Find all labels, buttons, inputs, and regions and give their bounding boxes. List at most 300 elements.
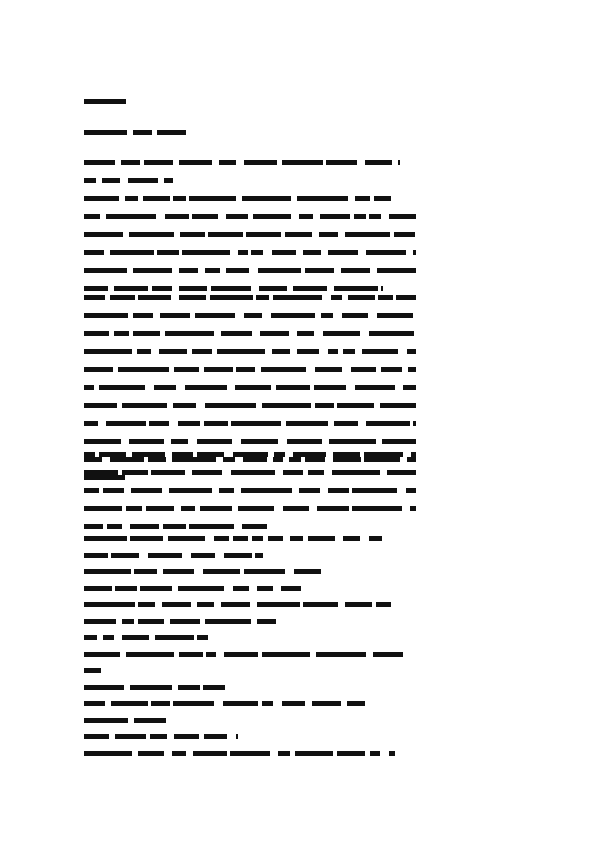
para2-line <box>84 457 416 462</box>
text-word-mark <box>150 734 167 739</box>
para2-line <box>84 439 416 444</box>
text-word-mark <box>334 421 358 426</box>
text-word-mark <box>287 439 322 444</box>
text-word-mark <box>84 367 113 372</box>
text-word-mark <box>138 295 171 300</box>
list-line <box>84 685 225 690</box>
text-word-mark <box>315 367 342 372</box>
text-word-mark <box>382 439 416 444</box>
text-word-mark <box>333 452 360 457</box>
text-word-mark <box>366 250 406 255</box>
text-word-mark <box>106 421 146 426</box>
text-word-mark <box>99 452 126 457</box>
text-word-mark <box>295 751 333 756</box>
para2-line <box>84 421 416 426</box>
text-word-mark <box>251 250 263 255</box>
text-word-mark <box>84 734 109 739</box>
text-word-mark <box>122 470 148 475</box>
text-word-mark <box>317 506 349 511</box>
list-line <box>84 635 208 640</box>
text-word-mark <box>252 536 263 541</box>
list-line <box>84 701 365 706</box>
text-word-mark <box>273 457 283 462</box>
list-line <box>84 734 237 739</box>
text-word-mark <box>413 250 416 255</box>
text-word-mark <box>381 286 383 291</box>
list-line <box>84 569 327 574</box>
text-word-mark <box>389 751 395 756</box>
text-word-mark <box>410 506 416 511</box>
text-word-mark <box>197 452 224 457</box>
text-word-mark <box>299 488 320 493</box>
text-word-mark <box>189 196 236 201</box>
text-word-mark <box>162 602 191 607</box>
text-word-mark <box>148 553 182 558</box>
text-word-mark <box>200 506 232 511</box>
text-word-mark <box>134 569 157 574</box>
text-word-mark <box>366 421 410 426</box>
text-word-mark <box>223 457 235 462</box>
text-word-mark <box>173 701 214 706</box>
text-word-mark <box>345 232 390 237</box>
text-word-mark <box>163 524 186 529</box>
text-word-mark <box>172 452 193 457</box>
text-word-mark <box>151 701 170 706</box>
text-word-mark <box>369 214 381 219</box>
text-word-mark <box>328 488 349 493</box>
text-word-mark <box>219 488 234 493</box>
text-word-mark <box>133 331 160 336</box>
text-word-mark <box>273 295 322 300</box>
para1-line <box>84 250 416 255</box>
text-word-mark <box>230 751 270 756</box>
text-word-mark <box>262 701 273 706</box>
text-word-mark <box>84 452 95 457</box>
text-word-mark <box>283 470 303 475</box>
text-word-mark <box>133 130 152 135</box>
text-word-mark <box>84 586 112 591</box>
text-word-mark <box>285 232 312 237</box>
text-word-mark <box>413 421 416 426</box>
text-word-mark <box>106 214 156 219</box>
text-word-mark <box>197 439 232 444</box>
text-word-mark <box>118 367 169 372</box>
text-word-mark <box>84 506 122 511</box>
text-word-mark <box>84 286 108 291</box>
text-word-mark <box>182 250 230 255</box>
text-word-mark <box>329 439 376 444</box>
text-word-mark <box>312 701 341 706</box>
text-word-mark <box>149 421 169 426</box>
text-word-mark <box>257 586 273 591</box>
text-word-mark <box>364 452 403 457</box>
text-word-mark <box>84 569 131 574</box>
text-word-mark <box>179 295 206 300</box>
text-word-mark <box>133 313 153 318</box>
text-word-mark <box>168 536 205 541</box>
text-word-mark <box>84 488 99 493</box>
text-word-mark <box>129 439 164 444</box>
text-word-mark <box>262 403 311 408</box>
text-word-mark <box>282 701 305 706</box>
text-word-mark <box>189 524 234 529</box>
text-word-mark <box>362 349 398 354</box>
text-word-mark <box>236 367 255 372</box>
text-word-mark <box>369 536 382 541</box>
text-word-mark <box>181 506 195 511</box>
text-word-mark <box>262 652 310 657</box>
text-word-mark <box>331 295 342 300</box>
text-word-mark <box>84 232 123 237</box>
para2-line <box>84 385 416 390</box>
text-word-mark <box>221 331 252 336</box>
text-word-mark <box>110 295 135 300</box>
text-word-mark <box>110 457 144 462</box>
text-word-mark <box>114 286 148 291</box>
text-word-mark <box>84 536 127 541</box>
text-word-mark <box>297 349 319 354</box>
text-word-mark <box>152 286 172 291</box>
text-word-mark <box>172 457 216 462</box>
para1-line <box>84 232 416 237</box>
text-word-mark <box>173 196 186 201</box>
text-word-mark <box>268 536 283 541</box>
text-word-mark <box>316 652 366 657</box>
text-word-mark <box>323 331 360 336</box>
text-word-mark <box>84 331 109 336</box>
text-word-mark <box>348 295 375 300</box>
text-word-mark <box>233 586 249 591</box>
text-word-mark <box>179 652 203 657</box>
text-word-mark <box>178 685 200 690</box>
text-word-mark <box>244 313 262 318</box>
text-word-mark <box>137 349 151 354</box>
text-word-mark <box>377 313 413 318</box>
text-word-mark <box>84 349 132 354</box>
para2-line <box>84 475 131 480</box>
text-word-mark <box>303 602 338 607</box>
text-word-mark <box>233 452 268 457</box>
text-word-mark <box>204 734 227 739</box>
text-word-mark <box>341 268 370 273</box>
header-line-2 <box>84 130 186 135</box>
text-word-mark <box>155 635 194 640</box>
text-word-mark <box>122 635 149 640</box>
text-word-mark <box>84 268 127 273</box>
list-line <box>84 602 391 607</box>
text-word-mark <box>373 652 403 657</box>
text-word-mark <box>246 232 281 237</box>
text-word-mark <box>389 214 416 219</box>
text-word-mark <box>297 331 314 336</box>
list-line <box>84 652 404 657</box>
text-word-mark <box>355 196 370 201</box>
text-word-mark <box>144 160 173 165</box>
text-word-mark <box>394 232 415 237</box>
text-word-mark <box>130 524 159 529</box>
text-word-mark <box>258 268 301 273</box>
text-word-mark <box>133 268 172 273</box>
text-word-mark <box>84 295 105 300</box>
text-word-mark <box>192 214 218 219</box>
text-word-mark <box>165 214 189 219</box>
text-word-mark <box>238 506 274 511</box>
text-word-mark <box>84 685 124 690</box>
text-word-mark <box>380 403 416 408</box>
text-word-mark <box>352 488 397 493</box>
text-word-mark <box>157 130 186 135</box>
text-word-mark <box>305 268 334 273</box>
text-word-mark <box>84 470 118 475</box>
text-word-mark <box>154 385 176 390</box>
para2-line <box>84 403 416 408</box>
text-word-mark <box>131 488 162 493</box>
text-word-mark <box>235 385 271 390</box>
para3-line <box>84 452 416 457</box>
para2-line <box>84 367 416 372</box>
text-word-mark <box>406 488 416 493</box>
para3-line <box>84 506 416 511</box>
text-word-mark <box>171 439 188 444</box>
text-word-mark <box>224 553 252 558</box>
text-word-mark <box>170 619 200 624</box>
text-word-mark <box>193 751 227 756</box>
text-word-mark <box>107 524 122 529</box>
text-word-mark <box>271 313 315 318</box>
text-word-mark <box>84 403 117 408</box>
text-word-mark <box>130 685 172 690</box>
text-word-mark <box>174 367 199 372</box>
list-line <box>84 668 101 673</box>
text-word-mark <box>369 331 414 336</box>
text-word-mark <box>333 457 361 462</box>
text-word-mark <box>84 130 127 135</box>
text-word-mark <box>84 385 94 390</box>
text-word-mark <box>195 313 235 318</box>
text-word-mark <box>387 470 416 475</box>
text-word-mark <box>125 196 138 201</box>
text-word-mark <box>204 367 233 372</box>
text-word-mark <box>174 734 199 739</box>
text-word-mark <box>297 196 348 201</box>
text-word-mark <box>169 488 212 493</box>
text-word-mark <box>128 178 158 183</box>
text-word-mark <box>179 286 207 291</box>
text-word-mark <box>345 602 372 607</box>
text-word-mark <box>233 536 248 541</box>
para2-line <box>84 349 416 354</box>
text-word-mark <box>221 602 250 607</box>
text-word-mark <box>134 718 166 723</box>
text-word-mark <box>84 160 115 165</box>
text-word-mark <box>242 524 267 529</box>
text-word-mark <box>305 457 325 462</box>
text-word-mark <box>140 586 172 591</box>
text-word-mark <box>354 214 366 219</box>
text-word-mark <box>205 403 256 408</box>
text-word-mark <box>351 367 376 372</box>
text-word-mark <box>407 349 416 354</box>
text-word-mark <box>84 619 116 624</box>
text-word-mark <box>381 367 402 372</box>
text-word-mark <box>84 439 121 444</box>
text-word-mark <box>299 214 313 219</box>
text-word-mark <box>364 457 400 462</box>
text-word-mark <box>191 553 215 558</box>
text-word-mark <box>289 457 301 462</box>
text-word-mark <box>244 569 285 574</box>
text-word-mark <box>332 470 380 475</box>
text-word-mark <box>293 286 327 291</box>
text-word-mark <box>84 602 135 607</box>
text-word-mark <box>115 586 137 591</box>
text-word-mark <box>129 232 174 237</box>
list-line <box>84 553 263 558</box>
header-line-1 <box>84 99 127 104</box>
text-word-mark <box>84 313 128 318</box>
text-word-mark <box>276 385 310 390</box>
text-word-mark <box>272 349 290 354</box>
text-word-mark <box>111 553 139 558</box>
text-word-mark <box>214 536 229 541</box>
text-word-mark <box>197 635 208 640</box>
text-word-mark <box>286 421 328 426</box>
text-word-mark <box>242 196 291 201</box>
text-word-mark <box>355 385 395 390</box>
text-word-mark <box>122 619 134 624</box>
text-word-mark <box>84 718 128 723</box>
text-word-mark <box>84 457 102 462</box>
text-word-mark <box>132 452 165 457</box>
text-word-mark <box>342 313 368 318</box>
text-word-mark <box>197 602 214 607</box>
text-word-mark <box>122 403 167 408</box>
text-word-mark <box>204 421 228 426</box>
text-word-mark <box>138 751 164 756</box>
text-word-mark <box>223 701 258 706</box>
text-word-mark <box>180 232 205 237</box>
text-word-mark <box>84 652 120 657</box>
text-word-mark <box>261 367 306 372</box>
text-word-mark <box>303 250 321 255</box>
text-word-mark <box>84 250 104 255</box>
text-word-mark <box>283 506 309 511</box>
text-word-mark <box>103 635 114 640</box>
text-word-mark <box>157 250 179 255</box>
text-word-mark <box>206 652 216 657</box>
text-word-mark <box>205 619 251 624</box>
text-word-mark <box>255 553 263 558</box>
text-word-mark <box>231 421 281 426</box>
text-word-mark <box>281 586 301 591</box>
text-word-mark <box>178 586 224 591</box>
text-word-mark <box>407 457 416 462</box>
text-word-mark <box>257 602 300 607</box>
text-word-mark <box>148 457 166 462</box>
text-word-mark <box>179 160 212 165</box>
para1-line <box>84 214 416 219</box>
text-word-mark <box>294 569 321 574</box>
text-word-mark <box>315 403 334 408</box>
text-word-mark <box>121 160 140 165</box>
text-word-mark <box>84 421 98 426</box>
text-word-mark <box>172 751 186 756</box>
text-word-mark <box>321 313 333 318</box>
text-word-mark <box>224 652 258 657</box>
text-word-mark <box>253 214 291 219</box>
text-word-mark <box>314 385 346 390</box>
text-word-mark <box>192 470 222 475</box>
text-word-mark <box>173 403 196 408</box>
text-word-mark <box>320 214 350 219</box>
text-word-mark <box>411 452 416 457</box>
para1-line <box>84 196 391 201</box>
text-word-mark <box>343 349 355 354</box>
text-word-mark <box>102 178 120 183</box>
text-word-mark <box>84 524 103 529</box>
text-word-mark <box>164 178 173 183</box>
text-word-mark <box>343 536 360 541</box>
text-word-mark <box>84 751 132 756</box>
text-word-mark <box>231 470 275 475</box>
para3-line <box>84 524 267 529</box>
text-word-mark <box>165 331 214 336</box>
text-word-mark <box>159 349 187 354</box>
text-word-mark <box>138 619 164 624</box>
text-word-mark <box>376 602 391 607</box>
text-word-mark <box>243 457 267 462</box>
text-word-mark <box>219 160 236 165</box>
text-word-mark <box>370 751 380 756</box>
list-line <box>84 536 382 541</box>
text-word-mark <box>308 470 324 475</box>
text-word-mark <box>160 313 190 318</box>
text-word-mark <box>226 214 248 219</box>
text-word-mark <box>334 286 378 291</box>
para1-line <box>84 178 173 183</box>
para2-line <box>84 313 416 318</box>
text-word-mark <box>226 268 249 273</box>
text-word-mark <box>328 250 358 255</box>
list-line <box>84 751 395 756</box>
list-line <box>84 586 301 591</box>
text-word-mark <box>84 701 105 706</box>
text-word-mark <box>293 452 326 457</box>
text-word-mark <box>126 652 174 657</box>
text-word-mark <box>408 367 416 372</box>
text-word-mark <box>257 619 276 624</box>
text-word-mark <box>282 160 323 165</box>
text-word-mark <box>319 232 338 237</box>
para3-line <box>84 470 416 475</box>
text-word-mark <box>208 232 243 237</box>
text-word-mark <box>203 569 240 574</box>
text-word-mark <box>238 250 248 255</box>
text-word-mark <box>377 268 416 273</box>
text-word-mark <box>352 506 402 511</box>
text-word-mark <box>260 331 289 336</box>
text-word-mark <box>178 421 200 426</box>
text-word-mark <box>290 536 303 541</box>
text-word-mark <box>115 734 146 739</box>
text-word-mark <box>185 385 227 390</box>
text-word-mark <box>143 196 170 201</box>
text-word-mark <box>111 701 148 706</box>
text-word-mark <box>272 250 296 255</box>
text-word-mark <box>244 160 277 165</box>
text-word-mark <box>114 331 129 336</box>
text-word-mark <box>274 452 285 457</box>
